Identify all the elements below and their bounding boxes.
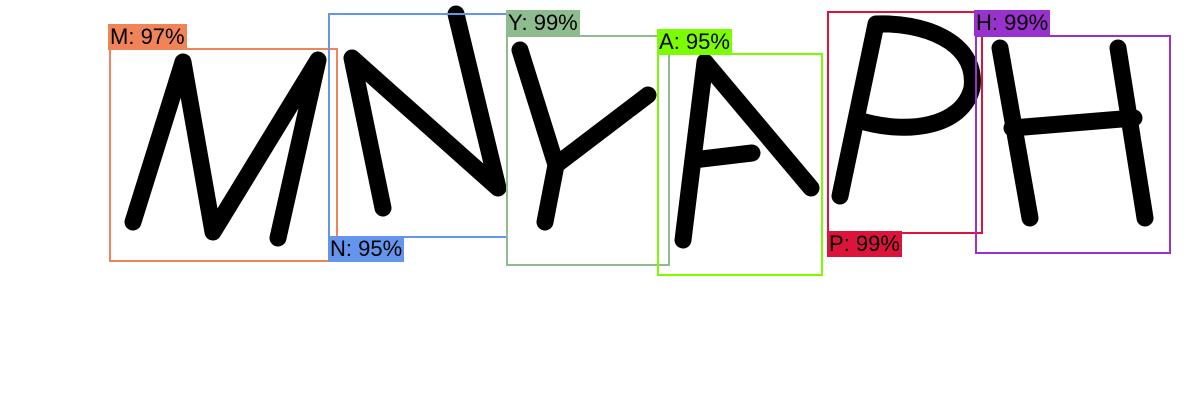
label-H: H: 99% (976, 10, 1049, 35)
label-A: A: 95% (659, 29, 730, 54)
label-score: 95% (685, 29, 730, 54)
label-M: M: 97% (110, 24, 185, 49)
label-score: 97% (140, 24, 185, 49)
label-P: P: 99% (829, 231, 900, 256)
bbox-A (657, 53, 823, 276)
bbox-H (975, 35, 1171, 254)
label-letter: H (976, 10, 992, 35)
label-letter: A (659, 29, 674, 54)
label-letter: N (330, 236, 346, 261)
label-score: 99% (533, 10, 578, 35)
label-Y: Y: 99% (508, 10, 578, 35)
label-letter: M (110, 24, 129, 49)
label-score: 99% (1004, 10, 1049, 35)
label-letter: P (829, 231, 844, 256)
bbox-P (827, 11, 983, 234)
label-score: 95% (358, 236, 403, 261)
label-letter: Y (508, 10, 522, 35)
bbox-N (328, 13, 508, 238)
bbox-M (109, 48, 338, 262)
bbox-Y (506, 35, 670, 266)
label-score: 99% (855, 231, 900, 256)
label-N: N: 95% (330, 236, 403, 261)
